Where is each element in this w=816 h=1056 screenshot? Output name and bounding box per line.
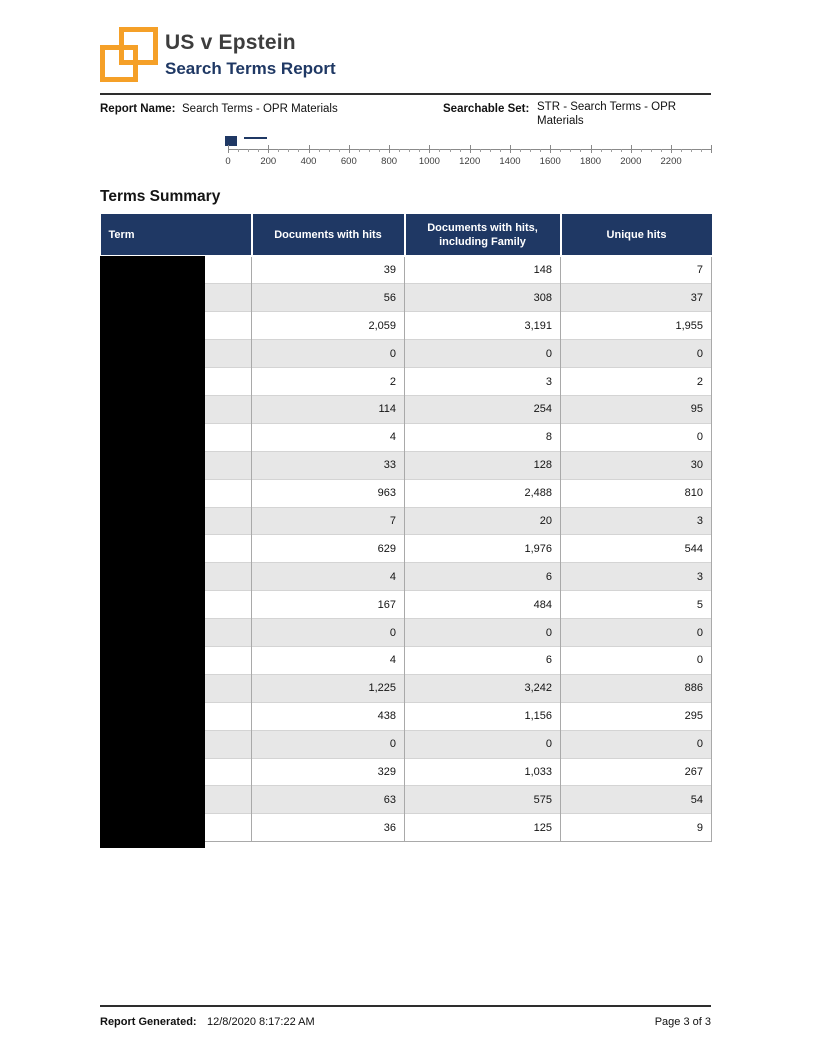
cell-docs-with-hits-family: 0 (405, 730, 561, 758)
cell-docs-with-hits-family: 484 (405, 591, 561, 619)
axis-minor-tick (480, 149, 481, 152)
axis-minor-tick (359, 149, 360, 152)
cell-docs-with-hits: 33 (252, 451, 405, 479)
axis-minor-tick (611, 149, 612, 152)
report-name-value: Search Terms - OPR Materials (182, 103, 338, 115)
axis-minor-tick (409, 149, 410, 152)
axis-tick-label: 0 (225, 156, 231, 167)
cell-docs-with-hits: 0 (252, 619, 405, 647)
cell-unique-hits: 0 (561, 619, 712, 647)
axis-minor-tick (319, 149, 320, 152)
report-title: Search Terms Report (165, 59, 336, 78)
cell-unique-hits: 267 (561, 758, 712, 786)
axis-minor-tick (701, 149, 702, 152)
case-title: US v Epstein (165, 31, 296, 54)
axis-tick-label: 2000 (620, 156, 642, 167)
axis-tick-label: 1400 (499, 156, 521, 167)
cell-docs-with-hits: 39 (252, 256, 405, 284)
axis-minor-tick (278, 149, 279, 152)
cell-docs-with-hits-family: 1,976 (405, 535, 561, 563)
axis-tick-label: 400 (300, 156, 317, 167)
axis-minor-tick (460, 149, 461, 152)
cell-docs-with-hits-family: 20 (405, 507, 561, 535)
cell-docs-with-hits-family: 1,156 (405, 702, 561, 730)
cell-docs-with-hits: 4 (252, 563, 405, 591)
cell-docs-with-hits: 4 (252, 423, 405, 451)
axis-tick-label: 1000 (418, 156, 440, 167)
footer-divider (100, 1005, 711, 1007)
cell-docs-with-hits: 0 (252, 340, 405, 368)
cell-docs-with-hits-family: 8 (405, 423, 561, 451)
axis-major-tick (550, 145, 551, 153)
cell-docs-with-hits: 114 (252, 395, 405, 423)
axis-minor-tick (439, 149, 440, 152)
axis-minor-tick (369, 149, 370, 152)
cell-unique-hits: 0 (561, 730, 712, 758)
axis-minor-tick (621, 149, 622, 152)
axis-minor-tick (601, 149, 602, 152)
cell-unique-hits: 3 (561, 563, 712, 591)
cell-docs-with-hits: 4 (252, 646, 405, 674)
axis-minor-tick (580, 149, 581, 152)
cell-docs-with-hits-family: 3,242 (405, 674, 561, 702)
axis-major-tick (228, 145, 229, 153)
axis-minor-tick (329, 149, 330, 152)
cell-docs-with-hits-family: 1,033 (405, 758, 561, 786)
axis-minor-tick (530, 149, 531, 152)
cell-docs-with-hits: 7 (252, 507, 405, 535)
cell-unique-hits: 7 (561, 256, 712, 284)
axis-tick-label: 800 (381, 156, 398, 167)
cell-unique-hits: 0 (561, 646, 712, 674)
axis-minor-tick (490, 149, 491, 152)
cell-unique-hits: 9 (561, 814, 712, 842)
cell-unique-hits: 0 (561, 423, 712, 451)
column-header-docs-with-hits-family: Documents with hits, including Family (405, 214, 561, 256)
cell-docs-with-hits-family: 575 (405, 786, 561, 814)
cell-docs-with-hits: 36 (252, 814, 405, 842)
cell-docs-with-hits: 438 (252, 702, 405, 730)
cell-docs-with-hits-family: 2,488 (405, 479, 561, 507)
cell-unique-hits: 886 (561, 674, 712, 702)
cell-unique-hits: 810 (561, 479, 712, 507)
cell-unique-hits: 544 (561, 535, 712, 563)
axis-tick-label: 200 (260, 156, 277, 167)
cell-unique-hits: 5 (561, 591, 712, 619)
cell-unique-hits: 0 (561, 340, 712, 368)
axis-minor-tick (651, 149, 652, 152)
cell-docs-with-hits-family: 308 (405, 284, 561, 312)
axis-major-tick (711, 145, 712, 153)
logo-square-bottom-icon (100, 45, 138, 82)
cell-docs-with-hits: 0 (252, 730, 405, 758)
axis-tick-label: 1600 (539, 156, 561, 167)
cell-unique-hits: 2 (561, 368, 712, 396)
cell-docs-with-hits-family: 0 (405, 619, 561, 647)
cell-docs-with-hits: 2 (252, 368, 405, 396)
column-header-term: Term (101, 214, 252, 256)
table-header-row (101, 214, 712, 256)
cell-docs-with-hits: 63 (252, 786, 405, 814)
axis-major-tick (429, 145, 430, 153)
axis-minor-tick (238, 149, 239, 152)
report-generated-value: 12/8/2020 8:17:22 AM (207, 1016, 315, 1028)
axis-major-tick (591, 145, 592, 153)
column-header-unique-hits: Unique hits (561, 214, 712, 256)
axis-minor-tick (681, 149, 682, 152)
terms-summary-heading: Terms Summary (100, 188, 221, 205)
axis-major-tick (671, 145, 672, 153)
cell-docs-with-hits: 329 (252, 758, 405, 786)
axis-minor-tick (399, 149, 400, 152)
axis-minor-tick (298, 149, 299, 152)
axis-minor-tick (288, 149, 289, 152)
cell-docs-with-hits: 167 (252, 591, 405, 619)
axis-major-tick (470, 145, 471, 153)
axis-major-tick (349, 145, 350, 153)
cell-unique-hits: 1,955 (561, 312, 712, 340)
axis-minor-tick (419, 149, 420, 152)
cell-docs-with-hits: 963 (252, 479, 405, 507)
axis-minor-tick (500, 149, 501, 152)
cell-unique-hits: 30 (561, 451, 712, 479)
cell-docs-with-hits: 629 (252, 535, 405, 563)
cell-docs-with-hits-family: 6 (405, 646, 561, 674)
cell-docs-with-hits: 56 (252, 284, 405, 312)
page-number: Page 3 of 3 (654, 1016, 711, 1028)
axis-major-tick (268, 145, 269, 153)
axis-minor-tick (339, 149, 340, 152)
axis-minor-tick (450, 149, 451, 152)
cell-docs-with-hits-family: 128 (405, 451, 561, 479)
cell-docs-with-hits: 1,225 (252, 674, 405, 702)
cell-unique-hits: 37 (561, 284, 712, 312)
cell-docs-with-hits: 2,059 (252, 312, 405, 340)
cell-docs-with-hits-family: 125 (405, 814, 561, 842)
axis-major-tick (510, 145, 511, 153)
terms-summary-table-wrap (100, 214, 711, 842)
cell-unique-hits: 295 (561, 702, 712, 730)
report-generated-label: Report Generated: (100, 1016, 197, 1028)
searchable-set-label: Searchable Set: (443, 103, 530, 115)
axis-major-tick (389, 145, 390, 153)
cell-docs-with-hits-family: 254 (405, 395, 561, 423)
axis-minor-tick (570, 149, 571, 152)
app-logo-icon (100, 27, 160, 83)
hits-scale-chart (225, 133, 720, 171)
axis-minor-tick (560, 149, 561, 152)
cell-unique-hits: 3 (561, 507, 712, 535)
axis-minor-tick (691, 149, 692, 152)
cell-docs-with-hits-family: 3 (405, 368, 561, 396)
axis-minor-tick (379, 149, 380, 152)
axis-minor-tick (540, 149, 541, 152)
cell-docs-with-hits-family: 3,191 (405, 312, 561, 340)
axis-tick-label: 2200 (660, 156, 682, 167)
axis-minor-tick (661, 149, 662, 152)
column-header-docs-with-hits: Documents with hits (252, 214, 405, 256)
axis-minor-tick (258, 149, 259, 152)
axis-minor-tick (641, 149, 642, 152)
axis-tick-label: 600 (340, 156, 357, 167)
scale-bar-mark (225, 136, 237, 146)
axis-tick-label: 1800 (579, 156, 602, 167)
axis-major-tick (309, 145, 310, 153)
scale-dash-mark (244, 137, 267, 139)
axis-major-tick (631, 145, 632, 153)
cell-docs-with-hits-family: 0 (405, 340, 561, 368)
header-divider (100, 93, 711, 95)
cell-docs-with-hits-family: 6 (405, 563, 561, 591)
cell-unique-hits: 54 (561, 786, 712, 814)
searchable-set-value: STR - Search Terms - OPR Materials (537, 101, 677, 127)
axis-minor-tick (248, 149, 249, 152)
axis-minor-tick (520, 149, 521, 152)
cell-docs-with-hits-family: 148 (405, 256, 561, 284)
report-name-label: Report Name: (100, 103, 176, 115)
axis-tick-label: 1200 (459, 156, 481, 167)
term-column-redaction-box (100, 256, 205, 848)
cell-unique-hits: 95 (561, 395, 712, 423)
